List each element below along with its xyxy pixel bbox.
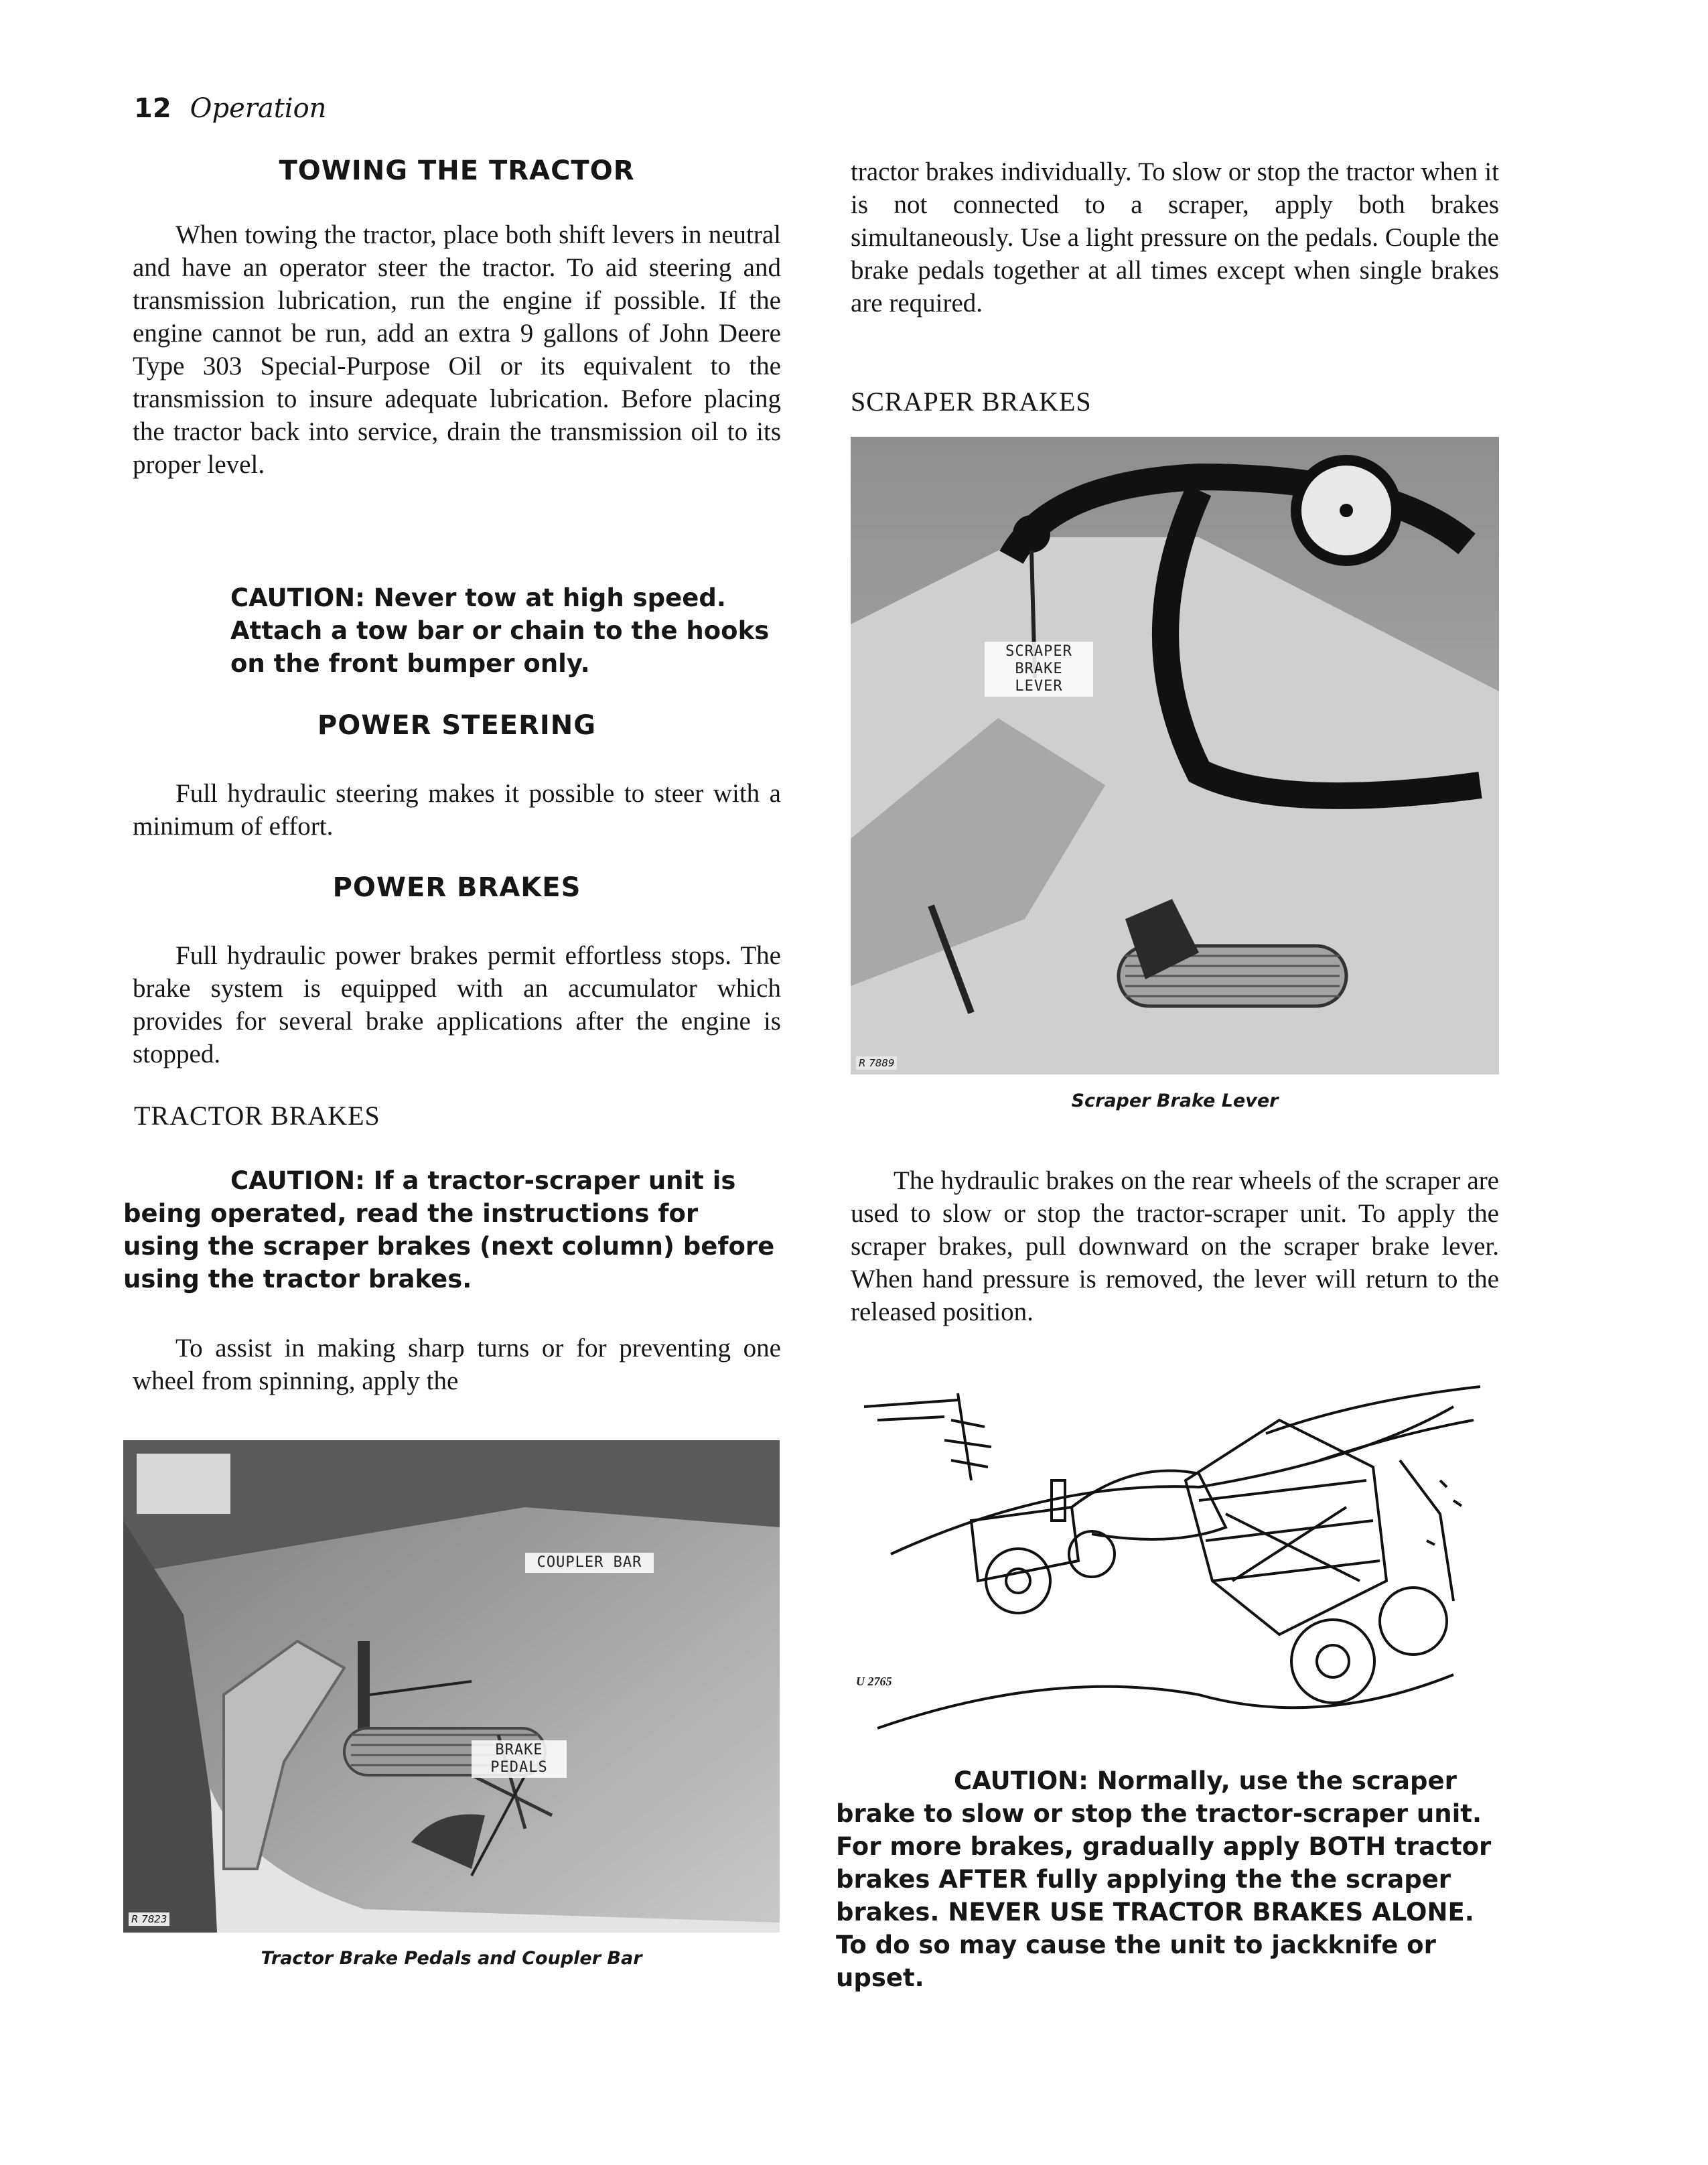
- scraper-brake-lever-caption: Scraper Brake Lever: [1071, 1091, 1279, 1111]
- brake-pedals-photo: [123, 1440, 780, 1933]
- tractor-brakes-caution: CAUTION: If a tractor-scraper unit is being operated, read the instructions for using the scraper brakes (next column) before using the tractor brakes.: [123, 1166, 775, 1294]
- towing-caution: CAUTION: Never tow at high speed. Attach a tow bar or chain to the hooks on the front bumper only.: [230, 583, 770, 678]
- section-title: Operation: [190, 93, 327, 124]
- power-steering-paragraph: Full hydraulic steering makes it possible to steer with a minimum of effort.: [133, 779, 781, 841]
- brake-pedals-photo-art: [123, 1440, 780, 1933]
- tractor-scraper-drawing: [851, 1380, 1499, 1755]
- coupler-bar-label: COUPLER BAR: [525, 1553, 654, 1573]
- illustration-code: U 2765: [856, 1675, 892, 1688]
- tractor-scraper-illustration: [851, 1380, 1499, 1755]
- towing-paragraph: When towing the tractor, place both shift levers in neutral and have an operator steer the tractor. To aid steering and transmission lubrication, run the engine if possible. If the engine cannot be run, add an extra 9 gallons of John Deere Type 303 Special-Purpose Oil or its equivalent to the transmission to insure adequate lubrication. Before placing the tractor back into service, drain the transmission oil to its proper level.: [133, 220, 781, 479]
- brake-pedals-caption: Tractor Brake Pedals and Coupler Bar: [261, 1948, 642, 1969]
- tractor-brakes-continued: tractor brakes individually. To slow or stop the tractor when it is not connected to a scraper, apply both brakes simultaneously. Use a light pressure on the pedals. Couple the brake pedals together at all times except when single brakes are required.: [851, 157, 1499, 318]
- scraper-brakes-subheading: SCRAPER BRAKES: [851, 387, 1092, 417]
- power-brakes-heading: POWER BRAKES: [332, 872, 581, 903]
- tractor-brakes-subheading: TRACTOR BRAKES: [134, 1101, 380, 1131]
- scraper-brakes-paragraph: The hydraulic brakes on the rear wheels of the scraper are used to slow or stop the tractor-scraper unit. To apply the scraper brakes, pull downward on the scraper brake lever. When hand pressure is removed, the lever will return to the released position.: [851, 1166, 1499, 1326]
- scraper-brake-lever-photo-art: [851, 437, 1499, 1074]
- scraper-caution: CAUTION: Normally, use the scraper brake to slow or stop the tractor-scraper unit. For more brakes, gradually apply BOTH tractor brakes AFTER fully applying the the scraper brakes. NEVER USE TRACTOR BRAKES ALONE. To do so may cause the unit to jackknife or upset.: [836, 1766, 1492, 1992]
- scraper-brake-lever-label: SCRAPER BRAKE LEVER: [985, 642, 1093, 697]
- brake-pedals-label: BRAKE PEDALS: [472, 1740, 567, 1778]
- towing-heading: TOWING THE TRACTOR: [279, 155, 635, 186]
- page-number: 12: [134, 93, 171, 124]
- scraper-brake-lever-photo: [851, 437, 1499, 1074]
- page-header: [134, 92, 326, 124]
- brake-pedals-photo-code: R 7823: [129, 1912, 169, 1926]
- scraper-photo-code: R 7889: [856, 1056, 897, 1070]
- power-steering-heading: POWER STEERING: [317, 710, 597, 741]
- power-brakes-paragraph: Full hydraulic power brakes permit effortless stops. The brake system is equipped with an accumulator which provides for several brake applications after the engine is stopped.: [133, 941, 781, 1068]
- tractor-brakes-paragraph: To assist in making sharp turns or for preventing one wheel from spinning, apply the: [133, 1334, 781, 1395]
